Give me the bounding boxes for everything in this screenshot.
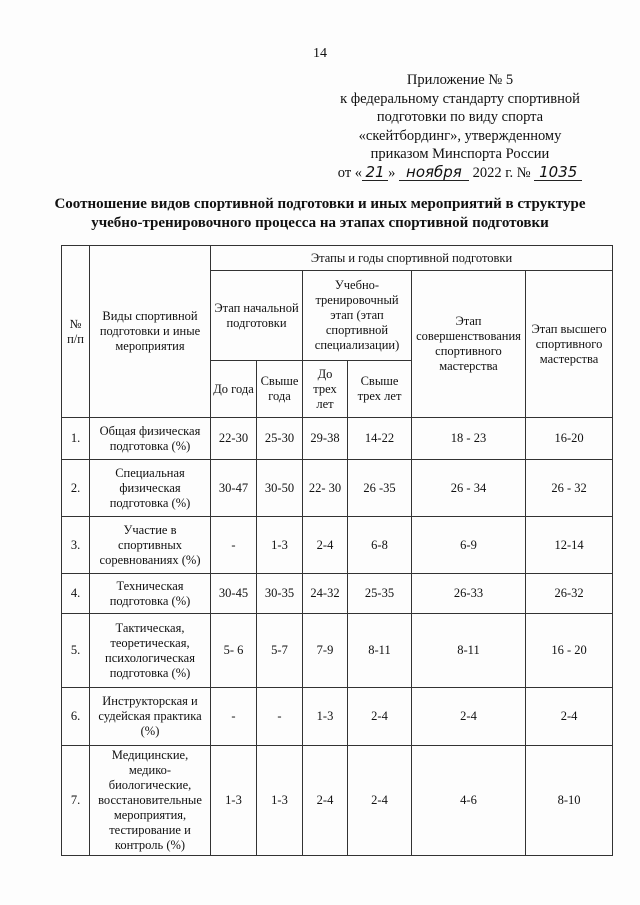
cell-highest: 26 - 32	[526, 460, 613, 517]
handwritten-order-number: 1035	[534, 165, 582, 181]
document-title	[30, 195, 610, 233]
cell-improvement: 26-33	[412, 574, 526, 614]
table-row	[62, 574, 613, 614]
table-row	[62, 418, 613, 460]
appendix-date-line	[310, 164, 610, 183]
cell-over-three: 14-22	[348, 418, 412, 460]
cell-improvement: 4-6	[412, 746, 526, 856]
row-number: 1.	[62, 418, 90, 460]
table-row	[62, 517, 613, 574]
title-line-1: Соотношение видов спортивной подготовки и иных мероприятий в структуре	[54, 196, 586, 212]
cell-highest: 2-4	[526, 688, 613, 746]
handwritten-month: ноября	[399, 165, 469, 181]
header-up-to-three: До трех лет	[303, 361, 348, 418]
cell-up-to-three: 2-4	[303, 517, 348, 574]
table-row	[62, 614, 613, 688]
cell-up-to-three: 7-9	[303, 614, 348, 688]
header-kinds: Виды спортивной подготовки и иные мероприятия	[90, 246, 211, 418]
handwritten-day: 21	[362, 165, 388, 181]
cell-over-three: 8-11	[348, 614, 412, 688]
cell-up-to-year: -	[211, 517, 257, 574]
row-name: Инструкторская и судейская практика (%)	[90, 688, 211, 746]
appendix-header	[310, 71, 610, 182]
cell-up-to-year: 1-3	[211, 746, 257, 856]
header-stage-initial: Этап начальной подготовки	[211, 271, 303, 361]
table-row	[62, 688, 613, 746]
cell-up-to-three: 29-38	[303, 418, 348, 460]
header-stage-highest: Этап высшего спортивного мастерства	[526, 271, 613, 418]
cell-highest: 12-14	[526, 517, 613, 574]
page-number: 14	[313, 46, 327, 61]
cell-over-three: 25-35	[348, 574, 412, 614]
header-over-three: Свыше трех лет	[348, 361, 412, 418]
title-line-2: учебно-тренировочного процесса на этапах спортивной подготовки	[91, 215, 549, 231]
row-number: 3.	[62, 517, 90, 574]
cell-up-to-year: 22-30	[211, 418, 257, 460]
date-year: 2022 г. №	[472, 164, 531, 181]
row-name: Техническая подготовка (%)	[90, 574, 211, 614]
header-number: № п/п	[62, 246, 90, 418]
cell-improvement: 18 - 23	[412, 418, 526, 460]
cell-over-three: 2-4	[348, 746, 412, 856]
cell-improvement: 2-4	[412, 688, 526, 746]
row-name: Общая физическая подготовка (%)	[90, 418, 211, 460]
appendix-line-2: к федеральному стандарту спортивной	[340, 90, 580, 107]
appendix-line-4: «скейтбординг», утвержденному	[358, 127, 562, 144]
cell-over-three: 26 -35	[348, 460, 412, 517]
appendix-line-1: Приложение № 5	[406, 72, 514, 88]
cell-over-year: 30-50	[257, 460, 303, 517]
table-row	[62, 460, 613, 517]
cell-up-to-year: 30-45	[211, 574, 257, 614]
row-name: Специальная физическая подготовка (%)	[90, 460, 211, 517]
row-number: 2.	[62, 460, 90, 517]
cell-highest: 16 - 20	[526, 614, 613, 688]
cell-over-year: 30-35	[257, 574, 303, 614]
cell-improvement: 8-11	[412, 614, 526, 688]
header-stages: Этапы и годы спортивной подготовки	[211, 246, 613, 271]
header-over-year: Свыше года	[257, 361, 303, 418]
cell-up-to-year: 30-47	[211, 460, 257, 517]
row-name: Тактическая, теоретическая, психологическая подготовка (%)	[90, 614, 211, 688]
appendix-line-5: приказом Минспорта России	[370, 146, 550, 162]
cell-highest: 16-20	[526, 418, 613, 460]
cell-up-to-year: -	[211, 688, 257, 746]
header-up-to-year: До года	[211, 361, 257, 418]
table-row	[62, 746, 613, 856]
cell-over-year: 1-3	[257, 746, 303, 856]
row-number: 4.	[62, 574, 90, 614]
cell-up-to-three: 22- 30	[303, 460, 348, 517]
row-number: 6.	[62, 688, 90, 746]
appendix-line-3: подготовки по виду спорта	[376, 109, 544, 125]
date-mid: »	[388, 164, 396, 181]
cell-up-to-three: 24-32	[303, 574, 348, 614]
row-number: 5.	[62, 614, 90, 688]
cell-highest: 26-32	[526, 574, 613, 614]
row-number: 7.	[62, 746, 90, 856]
cell-over-three: 2-4	[348, 688, 412, 746]
date-prefix: от «	[337, 164, 363, 181]
cell-up-to-three: 2-4	[303, 746, 348, 856]
cell-up-to-year: 5- 6	[211, 614, 257, 688]
cell-over-three: 6-8	[348, 517, 412, 574]
cell-highest: 8-10	[526, 746, 613, 856]
cell-over-year: -	[257, 688, 303, 746]
header-stage-training: Учебно-тренировочный этап (этап спортивной специализации)	[303, 271, 412, 361]
cell-up-to-three: 1-3	[303, 688, 348, 746]
cell-over-year: 1-3	[257, 517, 303, 574]
row-name: Участие в спортивных соревнованиях (%)	[90, 517, 211, 574]
header-stage-improvement: Этап совершенствования спортивного мастерства	[412, 271, 526, 418]
cell-over-year: 25-30	[257, 418, 303, 460]
training-structure-table	[61, 245, 613, 856]
cell-improvement: 26 - 34	[412, 460, 526, 517]
row-name: Медицинские, медико-биологические, восстановительные мероприятия, тестирование и контроль (%)	[90, 746, 211, 856]
cell-improvement: 6-9	[412, 517, 526, 574]
cell-over-year: 5-7	[257, 614, 303, 688]
